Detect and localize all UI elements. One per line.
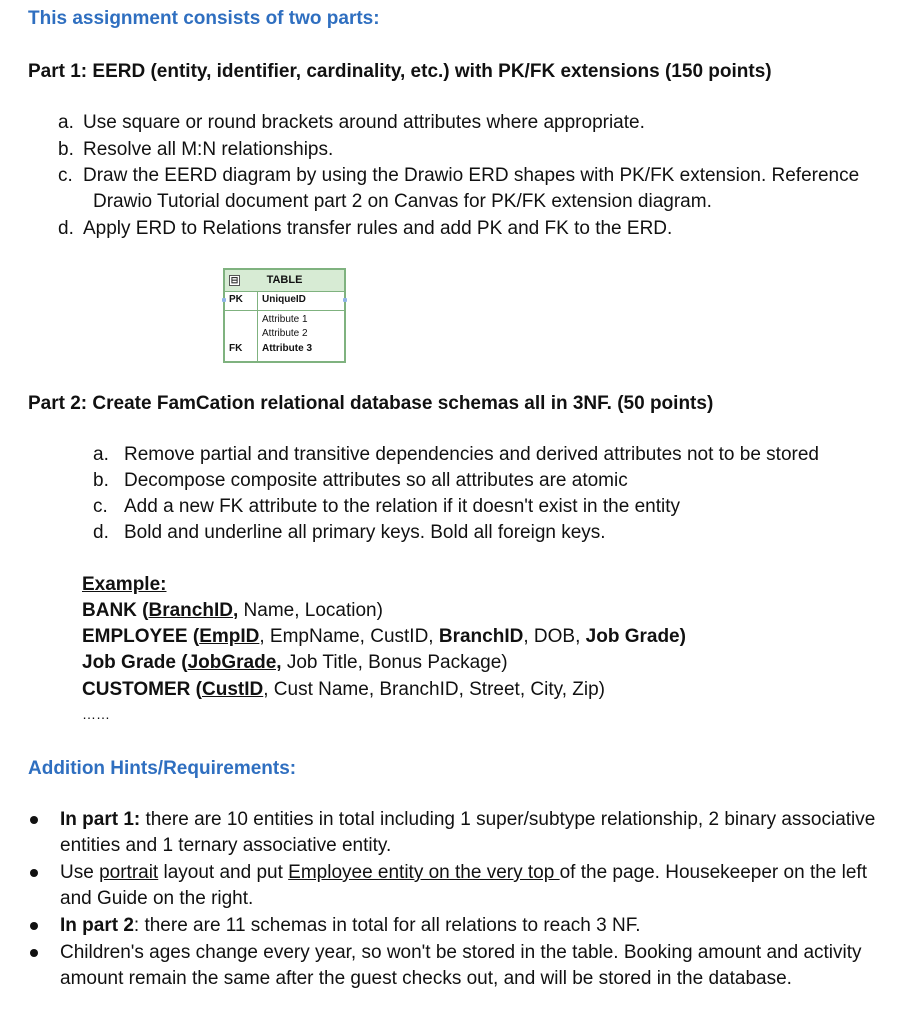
part2-item-c (93, 496, 680, 518)
hint-text: layout and put (158, 862, 289, 883)
example-ellipsis: …… (82, 706, 110, 722)
primary-key: BranchID, (148, 600, 239, 621)
part1-item-b (58, 139, 334, 161)
hint-text: of the page. Housekeeper on the left and Guide on the right. (60, 862, 867, 909)
hints-list (28, 807, 898, 993)
part2-title: Part 2: Create FamCation relational database schemas all in 3NF. (50 points) (28, 393, 714, 414)
hint-bold: In part 1: (60, 809, 141, 830)
list-text: Add a new FK attribute to the relation if it doesn't exist in the entity (124, 496, 680, 517)
list-text: Remove partial and transitive dependencies and derived attributes not to be stored (124, 444, 819, 465)
list-text: Bold and underline all primary keys. Bold all foreign keys. (124, 522, 606, 543)
bullet-icon (30, 922, 38, 930)
hints-title: Addition Hints/Requirements: (28, 758, 297, 779)
schema-customer (82, 679, 605, 701)
list-marker: a. (93, 444, 109, 465)
bullet-icon (30, 869, 38, 877)
part1-item-d (58, 218, 673, 240)
pk-label: PK (229, 294, 243, 305)
paren: ( (187, 626, 200, 647)
list-text: Draw the EERD diagram by using the Drawio ERD shapes with PK/FK extension. Reference (83, 165, 860, 186)
foreign-key: Job Grade (585, 626, 680, 647)
part1-item-c-cont: Drawio Tutorial document part 2 on Canvas for PK/FK extension diagram. (93, 191, 712, 212)
part2-item-a (93, 444, 819, 466)
connection-point-icon (222, 298, 226, 302)
pk-attribute: UniqueID (262, 294, 306, 305)
hint-item (28, 807, 898, 859)
schema-bank (82, 600, 383, 622)
list-marker: c. (93, 496, 108, 517)
list-marker: c. (58, 165, 73, 186)
paren: ( (175, 652, 188, 673)
relation-name: CUSTOMER (82, 679, 191, 700)
collapse-icon: ⊟ (230, 275, 239, 285)
list-text: Decompose composite attributes so all attributes are atomic (124, 470, 628, 491)
fk-attribute: Attribute 3 (262, 343, 312, 354)
page-heading: This assignment consists of two parts: (28, 8, 380, 29)
attributes: Name, Location) (238, 600, 383, 621)
relation-name: Job Grade (82, 652, 176, 673)
list-text: Apply ERD to Relations transfer rules and add PK and FK to the ERD. (83, 218, 673, 239)
bullet-icon (30, 949, 38, 957)
pk-row (225, 292, 344, 311)
relation-name: BANK (82, 600, 137, 621)
hint-text: there are 10 entities in total including 1 super/subtype relationship, 2 binary associative entities and 1 ternary associative entity. (60, 809, 876, 856)
hint-text: Use (60, 862, 100, 883)
example-label: Example: (82, 574, 167, 595)
hint-bold: In part 2 (60, 915, 134, 936)
hint-text: : there are 11 schemas in total for all relations to reach 3 NF. (133, 915, 641, 936)
hint-item (28, 860, 898, 912)
paren: ( (190, 679, 202, 700)
list-text: Resolve all M:N relationships. (83, 139, 334, 160)
attributes: , Cust Name, BranchID, Street, City, Zip) (263, 679, 605, 700)
part1-item-c (58, 165, 860, 187)
list-marker: b. (93, 470, 109, 491)
hint-underline: portrait (99, 862, 159, 883)
paren: ( (136, 600, 149, 621)
attributes: , DOB, (523, 626, 586, 647)
list-marker: b. (58, 139, 74, 160)
hint-item (28, 913, 898, 939)
attributes: Job Title, Bonus Package) (281, 652, 508, 673)
table-body (225, 292, 344, 362)
foreign-key: BranchID (438, 626, 524, 647)
table-header (225, 270, 344, 292)
attribute-1: Attribute 1 (262, 314, 308, 325)
list-marker: d. (93, 522, 109, 543)
hint-item (28, 940, 898, 992)
relation-name: EMPLOYEE (82, 626, 188, 647)
schema-employee (82, 626, 686, 648)
erd-table-shape (223, 268, 346, 363)
hint-underline: Employee entity on the very top (288, 862, 560, 883)
part1-title: Part 1: EERD (entity, identifier, cardinality, etc.) with PK/FK extensions (150 points) (28, 61, 772, 82)
list-text: Use square or round brackets around attributes where appropriate. (83, 112, 645, 133)
part1-item-a (58, 112, 645, 134)
table-title: TABLE (266, 274, 303, 286)
bullet-icon (30, 816, 38, 824)
list-marker: d. (58, 218, 74, 239)
list-marker: a. (58, 112, 74, 133)
part2-item-b (93, 470, 628, 492)
connection-point-icon (343, 298, 347, 302)
primary-key: JobGrade, (187, 652, 282, 673)
primary-key: EmpID (199, 626, 260, 647)
hint-text: Children's ages change every year, so won't be stored in the table. Booking amount and activity amount remain the same after the guest checks out, and will be stored in the database. (60, 942, 862, 989)
schema-job-grade (82, 652, 508, 674)
primary-key: CustID (202, 679, 264, 700)
part2-item-d (93, 522, 606, 544)
fk-label: FK (229, 343, 243, 354)
attributes: , EmpName, CustID, (259, 626, 439, 647)
attribute-2: Attribute 2 (262, 328, 308, 339)
paren: ) (679, 626, 686, 647)
